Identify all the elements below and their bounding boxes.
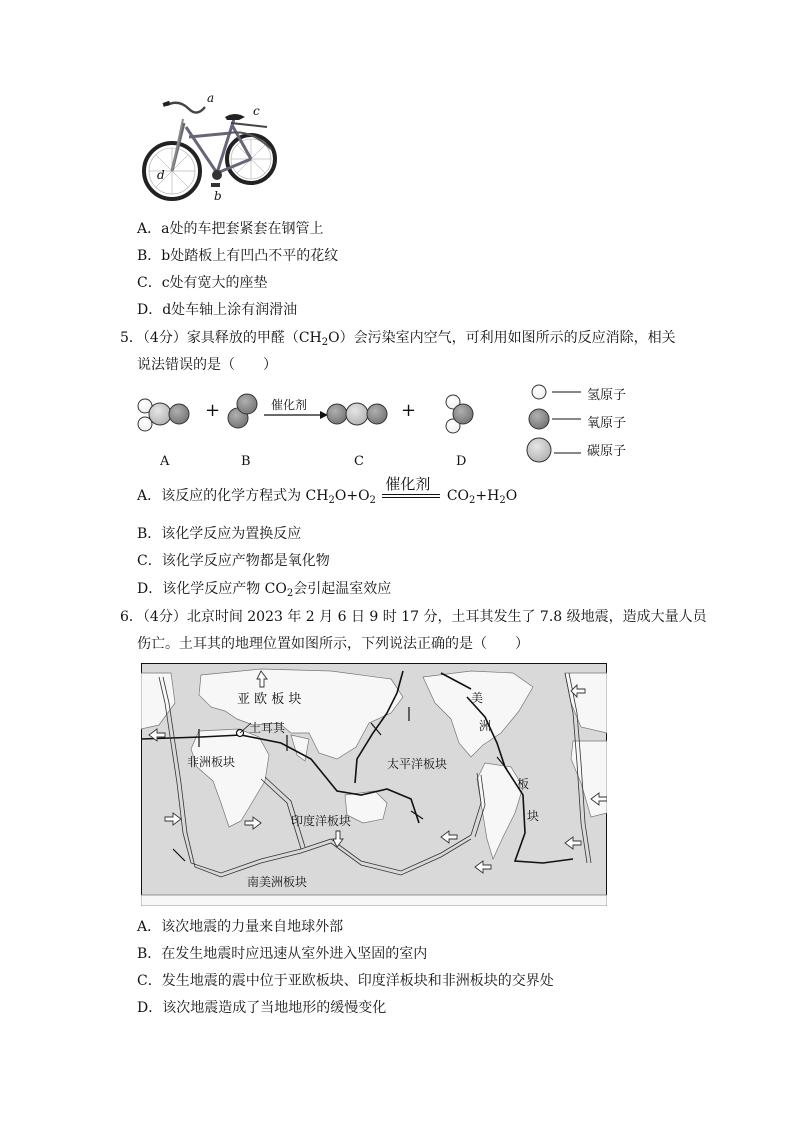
molecule-d-o — [453, 404, 473, 424]
map-label-america-3: 板 — [517, 777, 530, 791]
legend-oxygen-icon — [529, 409, 549, 429]
label-d: D — [456, 454, 467, 469]
map-label-eurasian-plate: 亚 欧 板 块 — [237, 692, 302, 707]
map-label-african-plate: 非洲板块 — [187, 755, 236, 769]
label-c: C — [354, 454, 364, 469]
q4-option-a: A．a处的车把套紧套在钢管上 — [137, 221, 324, 237]
q5-option-b: B．该化学反应为置换反应 — [137, 526, 302, 542]
label-b: B — [241, 454, 251, 469]
molecule-b-o2 — [237, 394, 257, 414]
q6-option-c: C．发生地震的震中位于亚欧板块、印度洋板块和非洲板块的交界处 — [137, 973, 554, 989]
molecule-c-o2 — [367, 404, 387, 424]
q5-option-a: A．该反应的化学方程式为 $CH_2O+O_2$ 催化剂 $CO_2+H_2O$ — [137, 475, 518, 506]
map-label-pacific-plate: 太平洋板块 — [387, 757, 448, 771]
bike-label-c: c — [253, 104, 260, 118]
map-label-antarctic-plate: 南美洲板块 — [247, 875, 308, 889]
molecule-a-o — [169, 404, 189, 424]
q6-option-a: A．该次地震的力量来自地球外部 — [137, 919, 344, 935]
molecule-c-c — [346, 403, 368, 425]
q4-option-d: D．d处车轴上涂有润滑油 — [137, 302, 298, 318]
plus-sign-1: + — [205, 400, 221, 421]
catalyst-label: 催化剂 — [271, 398, 308, 412]
map-label-america-2: 洲 — [479, 719, 492, 733]
q6-option-b: B．在发生地震时应迅速从室外进入坚固的室内 — [137, 946, 428, 962]
legend-oxygen: 氧原子 — [587, 416, 627, 431]
q6-stem-line1: 6．（4分）北京时间 2023 年 2 月 6 日 9 时 17 分，土耳其发生了 7.8 级地震，造成大量人员 — [120, 609, 707, 625]
plate-map — [141, 663, 607, 906]
map-label-america-4: 块 — [527, 809, 540, 823]
legend-carbon-icon — [527, 438, 551, 462]
legend-hydrogen: 氢原子 — [587, 388, 627, 403]
equation-arrow: 催化剂 — [380, 486, 442, 506]
legend-carbon: 碳原子 — [587, 444, 627, 459]
q5-stem-line2: 说法错误的是（ ） — [137, 357, 277, 373]
legend-hydrogen-icon — [532, 385, 546, 399]
bicycle-figure — [139, 93, 279, 205]
bike-label-b: b — [214, 189, 222, 203]
q4-option-c: C．c处有宽大的座垫 — [137, 275, 268, 291]
q6-option-d: D．该次地震造成了当地地形的缓慢变化 — [137, 1000, 387, 1016]
map-label-america-1: 美 — [471, 691, 484, 705]
q5-option-c: C．该化学反应产物都是氧化物 — [137, 553, 330, 569]
q5-stem: 5．（4分）家具释放的甲醛$(CH_2O)$会污染室内空气，可利用如图所示的反应消除，相关 — [120, 330, 676, 348]
q4-option-b: B．b处踏板上有凹凸不平的花纹 — [137, 248, 339, 264]
bike-label-a: a — [207, 91, 215, 105]
plus-sign-2: + — [401, 400, 417, 421]
q5-option-d: D．该化学反应产物 $CO_2$会引起温室效应 — [137, 581, 392, 599]
reaction-diagram — [130, 382, 650, 472]
molecule-c-o1 — [327, 404, 347, 424]
label-a: A — [160, 454, 170, 469]
map-label-indian-plate: 印度洋板块 — [291, 814, 352, 828]
map-label-turkey: 土耳其 — [249, 721, 286, 735]
q6-stem-line2: 伤亡。土耳其的地理位置如图所示，下列说法正确的是（ ） — [137, 636, 529, 652]
bike-label-d: d — [157, 168, 165, 182]
molecule-a-c — [149, 403, 171, 425]
